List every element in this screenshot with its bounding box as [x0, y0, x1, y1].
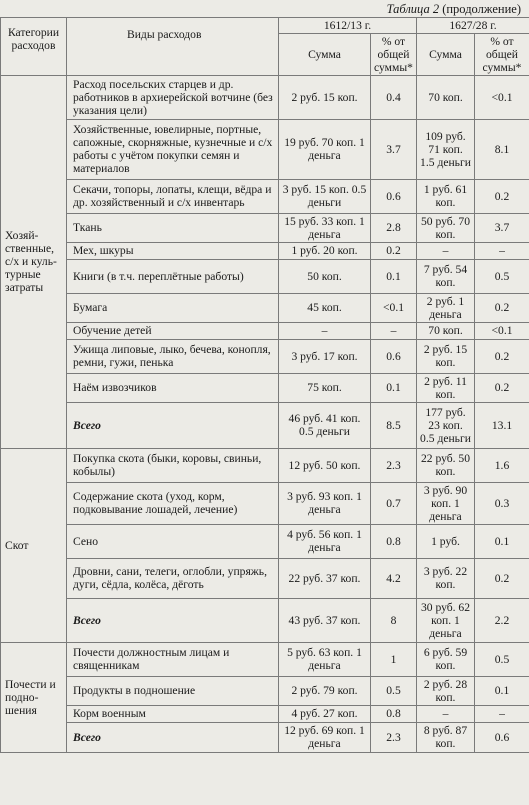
- pct-1627-cell: 0.2: [475, 339, 529, 373]
- sum-1612-cell: 15 руб. 33 коп. 1 деньга: [279, 213, 371, 242]
- pct-1612-cell: 2.8: [371, 213, 417, 242]
- pct-1627-cell: 0.2: [475, 373, 529, 402]
- pct-1627-cell: <0.1: [475, 75, 529, 119]
- sum-1627-cell: 50 руб. 70 коп.: [417, 213, 475, 242]
- expense-kind-cell: Ткань: [67, 213, 279, 242]
- table-total-row: [1, 598, 529, 642]
- expense-kind-cell: Ужища липовые, лыко, бечева, конопля, ремни, гужи, пенька: [67, 339, 279, 373]
- pct-1627-cell: 0.1: [475, 676, 529, 705]
- sum-1612-cell: 3 руб. 93 коп. 1 деньга: [279, 482, 371, 524]
- expense-kind-cell: Всего: [67, 598, 279, 642]
- expense-kind-cell: Обучение детей: [67, 322, 279, 339]
- pct-1627-cell: 0.5: [475, 642, 529, 676]
- table-total-row: [1, 402, 529, 448]
- header-year-1612: 1612/13 г.: [279, 18, 417, 34]
- sum-1627-cell: 2 руб. 1 деньга: [417, 293, 475, 322]
- sum-1627-cell: 109 руб. 71 коп. 1.5 деньги: [417, 119, 475, 179]
- expense-kind-cell: Книги (в т.ч. переплётные работы): [67, 259, 279, 293]
- sum-1612-cell: 4 руб. 56 коп. 1 деньга: [279, 524, 371, 558]
- sum-1627-cell: –: [417, 242, 475, 259]
- expense-kind-cell: Всего: [67, 402, 279, 448]
- pct-1612-cell: 1: [371, 642, 417, 676]
- pct-1612-cell: 2.3: [371, 448, 417, 482]
- expense-kind-cell: Почести должностным лицам и священникам: [67, 642, 279, 676]
- expense-kind-cell: Расход посельских старцев и др. работников в архиерейской вотчине (без указания цели): [67, 75, 279, 119]
- header-pct-1: % от общей суммы*: [371, 33, 417, 75]
- pct-1612-cell: –: [371, 322, 417, 339]
- sum-1627-cell: 1 руб. 61 коп.: [417, 179, 475, 213]
- pct-1612-cell: 0.6: [371, 339, 417, 373]
- sum-1627-cell: 2 руб. 15 коп.: [417, 339, 475, 373]
- pct-1612-cell: 0.1: [371, 373, 417, 402]
- pct-1612-cell: 0.4: [371, 75, 417, 119]
- pct-1627-cell: 1.6: [475, 448, 529, 482]
- caption-suffix: (продолжение): [442, 2, 521, 16]
- expense-kind-cell: Всего: [67, 722, 279, 752]
- pct-1627-cell: <0.1: [475, 322, 529, 339]
- pct-1627-cell: 2.2: [475, 598, 529, 642]
- expense-kind-cell: Мех, шкуры: [67, 242, 279, 259]
- sum-1612-cell: 50 коп.: [279, 259, 371, 293]
- expense-kind-cell: Дровни, сани, телеги, оглобли, упряжь, дуги, сёдла, колёса, дёготь: [67, 558, 279, 598]
- pct-1612-cell: 4.2: [371, 558, 417, 598]
- sum-1627-cell: 7 руб. 54 коп.: [417, 259, 475, 293]
- sum-1627-cell: 177 руб. 23 коп. 0.5 деньги: [417, 402, 475, 448]
- table-row: [1, 524, 529, 558]
- sum-1612-cell: 43 руб. 37 коп.: [279, 598, 371, 642]
- sum-1627-cell: 70 коп.: [417, 75, 475, 119]
- table-row: [1, 119, 529, 179]
- header-category: Категории расходов: [1, 18, 67, 76]
- caption-label: Таблица 2: [386, 2, 440, 16]
- pct-1612-cell: 0.8: [371, 705, 417, 722]
- sum-1627-cell: 2 руб. 11 коп.: [417, 373, 475, 402]
- sum-1612-cell: 4 руб. 27 коп.: [279, 705, 371, 722]
- header-year-1627: 1627/28 г.: [417, 18, 529, 34]
- expense-kind-cell: Продукты в подношение: [67, 676, 279, 705]
- table-row: [1, 293, 529, 322]
- expense-kind-cell: Корм военным: [67, 705, 279, 722]
- pct-1627-cell: 13.1: [475, 402, 529, 448]
- sum-1627-cell: 1 руб.: [417, 524, 475, 558]
- expense-kind-cell: Секачи, топоры, лопаты, клещи, вёдра и др. хозяйственный и с/х инвентарь: [67, 179, 279, 213]
- pct-1612-cell: 0.6: [371, 179, 417, 213]
- table-row: [1, 642, 529, 676]
- expense-kind-cell: Хозяйственные, ювелирные, портные, сапожные, скорняжные, кузнечные и с/х работы с учётом покупки семян и материалов: [67, 119, 279, 179]
- pct-1612-cell: 0.5: [371, 676, 417, 705]
- sum-1612-cell: 2 руб. 79 коп.: [279, 676, 371, 705]
- expenses-table: [0, 17, 529, 753]
- expense-kind-cell: Содержание скота (уход, корм, подковывание лошадей, лечение): [67, 482, 279, 524]
- table-row: [1, 339, 529, 373]
- table-caption: [387, 2, 521, 17]
- sum-1612-cell: 3 руб. 17 коп.: [279, 339, 371, 373]
- pct-1627-cell: –: [475, 705, 529, 722]
- pct-1627-cell: 0.6: [475, 722, 529, 752]
- table-body: [1, 75, 529, 752]
- sum-1612-cell: 12 руб. 69 коп. 1 деньга: [279, 722, 371, 752]
- pct-1627-cell: 0.2: [475, 179, 529, 213]
- header-kind: Виды расходов: [67, 18, 279, 76]
- sum-1627-cell: 6 руб. 59 коп.: [417, 642, 475, 676]
- pct-1627-cell: 0.5: [475, 259, 529, 293]
- sum-1612-cell: –: [279, 322, 371, 339]
- table-row: [1, 75, 529, 119]
- category-cell: Хозяй-ственные, с/х и куль-турные затраты: [1, 75, 67, 448]
- table-row: [1, 179, 529, 213]
- sum-1627-cell: 3 руб. 22 коп.: [417, 558, 475, 598]
- table-row: [1, 705, 529, 722]
- sum-1627-cell: 3 руб. 90 коп. 1 деньга: [417, 482, 475, 524]
- sum-1612-cell: 2 руб. 15 коп.: [279, 75, 371, 119]
- sum-1612-cell: 3 руб. 15 коп. 0.5 деньги: [279, 179, 371, 213]
- pct-1627-cell: 0.2: [475, 293, 529, 322]
- pct-1612-cell: 0.2: [371, 242, 417, 259]
- pct-1612-cell: 8.5: [371, 402, 417, 448]
- table-row: [1, 373, 529, 402]
- table-row: [1, 213, 529, 242]
- sum-1627-cell: 70 коп.: [417, 322, 475, 339]
- table-row: [1, 322, 529, 339]
- table-total-row: [1, 722, 529, 752]
- table-row: [1, 558, 529, 598]
- pct-1627-cell: 0.3: [475, 482, 529, 524]
- table-row: [1, 448, 529, 482]
- pct-1627-cell: –: [475, 242, 529, 259]
- table-row: [1, 259, 529, 293]
- sum-1612-cell: 75 коп.: [279, 373, 371, 402]
- expense-kind-cell: Бумага: [67, 293, 279, 322]
- pct-1627-cell: 8.1: [475, 119, 529, 179]
- pct-1612-cell: 2.3: [371, 722, 417, 752]
- sum-1612-cell: 19 руб. 70 коп. 1 деньга: [279, 119, 371, 179]
- sum-1612-cell: 1 руб. 20 коп.: [279, 242, 371, 259]
- header-pct-2: % от общей суммы*: [475, 33, 529, 75]
- sum-1627-cell: –: [417, 705, 475, 722]
- pct-1612-cell: 0.7: [371, 482, 417, 524]
- expense-kind-cell: Наём извозчиков: [67, 373, 279, 402]
- sum-1627-cell: 22 руб. 50 коп.: [417, 448, 475, 482]
- sum-1612-cell: 12 руб. 50 коп.: [279, 448, 371, 482]
- sum-1627-cell: 2 руб. 28 коп.: [417, 676, 475, 705]
- sum-1627-cell: 30 руб. 62 коп. 1 деньга: [417, 598, 475, 642]
- header-sum-1: Сумма: [279, 33, 371, 75]
- expense-kind-cell: Сено: [67, 524, 279, 558]
- pct-1627-cell: 3.7: [475, 213, 529, 242]
- pct-1612-cell: <0.1: [371, 293, 417, 322]
- pct-1627-cell: 0.2: [475, 558, 529, 598]
- table-row: [1, 482, 529, 524]
- sum-1612-cell: 22 руб. 37 коп.: [279, 558, 371, 598]
- table-row: [1, 242, 529, 259]
- pct-1612-cell: 8: [371, 598, 417, 642]
- pct-1612-cell: 0.1: [371, 259, 417, 293]
- pct-1627-cell: 0.1: [475, 524, 529, 558]
- table-row: [1, 676, 529, 705]
- expense-kind-cell: Покупка скота (быки, коровы, свиньи, кобылы): [67, 448, 279, 482]
- sum-1612-cell: 46 руб. 41 коп. 0.5 деньги: [279, 402, 371, 448]
- pct-1612-cell: 0.8: [371, 524, 417, 558]
- sum-1612-cell: 45 коп.: [279, 293, 371, 322]
- pct-1612-cell: 3.7: [371, 119, 417, 179]
- category-cell: Почести и подно-шения: [1, 642, 67, 752]
- sum-1612-cell: 5 руб. 63 коп. 1 деньга: [279, 642, 371, 676]
- sum-1627-cell: 8 руб. 87 коп.: [417, 722, 475, 752]
- category-cell: Скот: [1, 448, 67, 642]
- header-sum-2: Сумма: [417, 33, 475, 75]
